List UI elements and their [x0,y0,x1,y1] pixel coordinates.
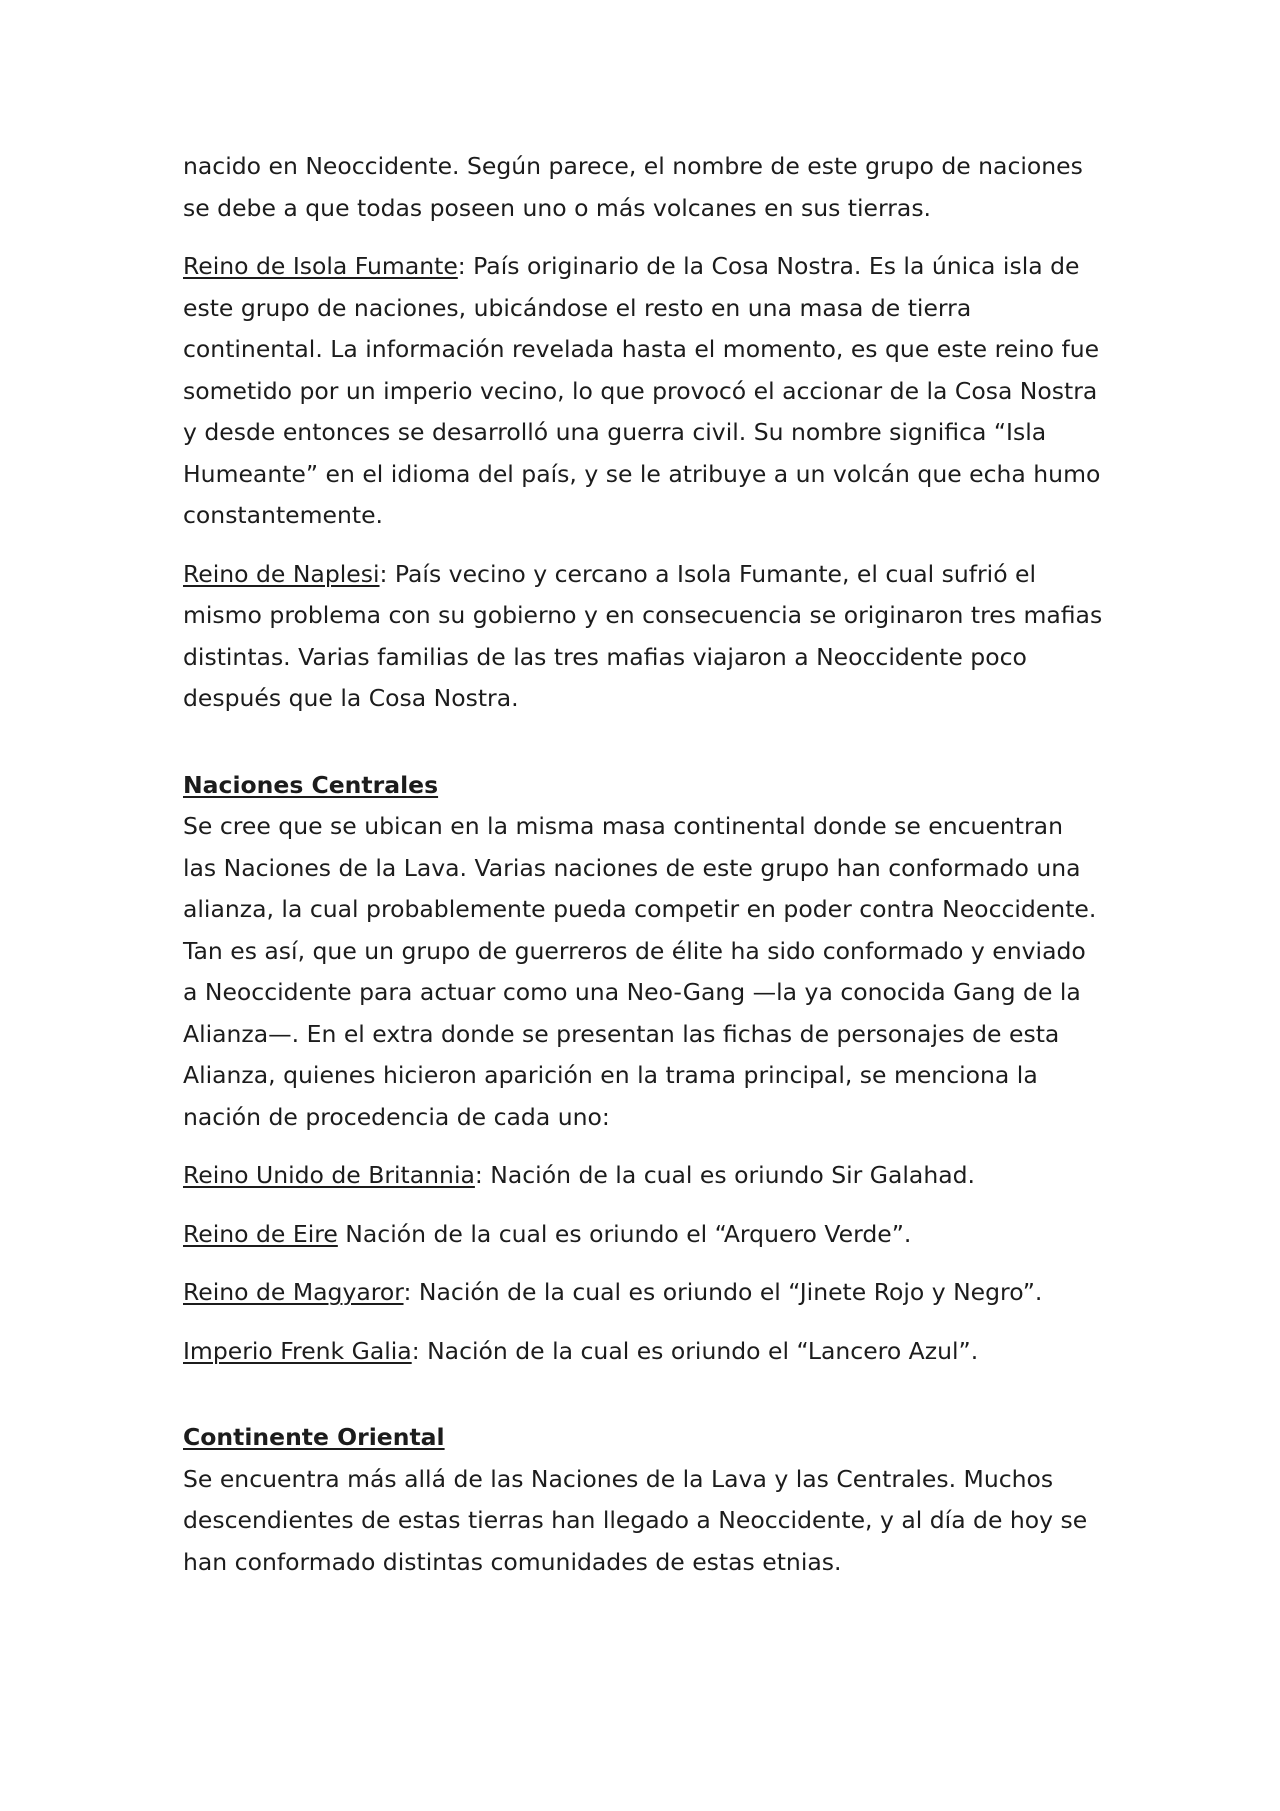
nation-term: Reino Unido de Britannia [183,1161,475,1189]
nation-entry-magyaror [183,1272,1103,1314]
nation-term: Reino de Isola Fumante [183,252,458,280]
nation-description: Nación de la cual es oriundo el “Arquero Verde”. [337,1219,912,1248]
nation-entry-eire [183,1214,1103,1256]
intro-paragraph: nacido en Neoccidente. Según parece, el nombre de este grupo de naciones se debe a que todas poseen uno o más volcanes en sus tierras. [183,152,1083,222]
section-heading-continente-oriental: Continente Oriental [183,1423,445,1451]
section-paragraph-continente-oriental: Se encuentra más allá de las Naciones de la Lava y las Centrales. Muchos descendientes de estas tierras han llegado a Neoccidente, y al día de hoy se han conformado distintas comunidades de estas etnias. [183,1464,1088,1576]
document-body [183,146,1103,1600]
nation-entry-isola-fumante [183,246,1103,537]
nation-description: : País vecino y cercano a Isola Fumante, el cual sufrió el mismo problema con su gobierno y en consecuencia se originaron tres mafias distintas. Varias familias de las tres mafias viajaron a Neoccidente poco después que la Cosa Nostra. [183,559,1103,712]
nation-description: : País originario de la Cosa Nostra. Es la única isla de este grupo de naciones, ubicándose el resto en una masa de tierra continental. La información revelada hasta el momento, es que este reino fue sometido por un imperio vecino, lo que provocó el accionar de la Cosa Nostra y desde entonces se desarrolló una guerra civil. Su nombre significa “Isla Humeante” en el idioma del país, y se le atribuye a un volcán que echa humo constantemente. [183,252,1101,529]
nation-term: Reino de Magyaror [183,1278,404,1306]
nation-entry-britannia [183,1155,1103,1197]
nation-term: Imperio Frenk Galia [183,1336,412,1365]
nation-entry-naplesi [183,554,1103,720]
section-heading-naciones-centrales: Naciones Centrales [183,770,439,799]
nation-entry-frenk-galia [183,1331,1103,1373]
nation-description: : Nación de la cual es oriundo el “Jinete Rojo y Negro”. [403,1278,1043,1306]
section-paragraph-naciones-centrales: Se cree que se ubican en la misma masa continental donde se encuentran las Naciones de la Lava. Varias naciones de este grupo han conformado una alianza, la cual probablemente pueda competir en poder contra Neoccidente. Tan es así, que un grupo de guerreros de élite ha sido conformado y enviado a Neoccidente para actuar como una Neo-Gang —la ya conocida Gang de la Alianza—. En el extra donde se presentan las fichas de personajes de esta Alianza, quienes hicieron aparición en la trama principal, se menciona la nación de procedencia de cada uno: [183,812,1097,1131]
nation-term: Reino de Naplesi [183,559,380,588]
nation-description: : Nación de la cual es oriundo Sir Galahad. [474,1161,975,1189]
nation-description: : Nación de la cual es oriundo el “Lancero Azul”. [411,1336,979,1365]
nation-term: Reino de Eire [183,1219,338,1248]
